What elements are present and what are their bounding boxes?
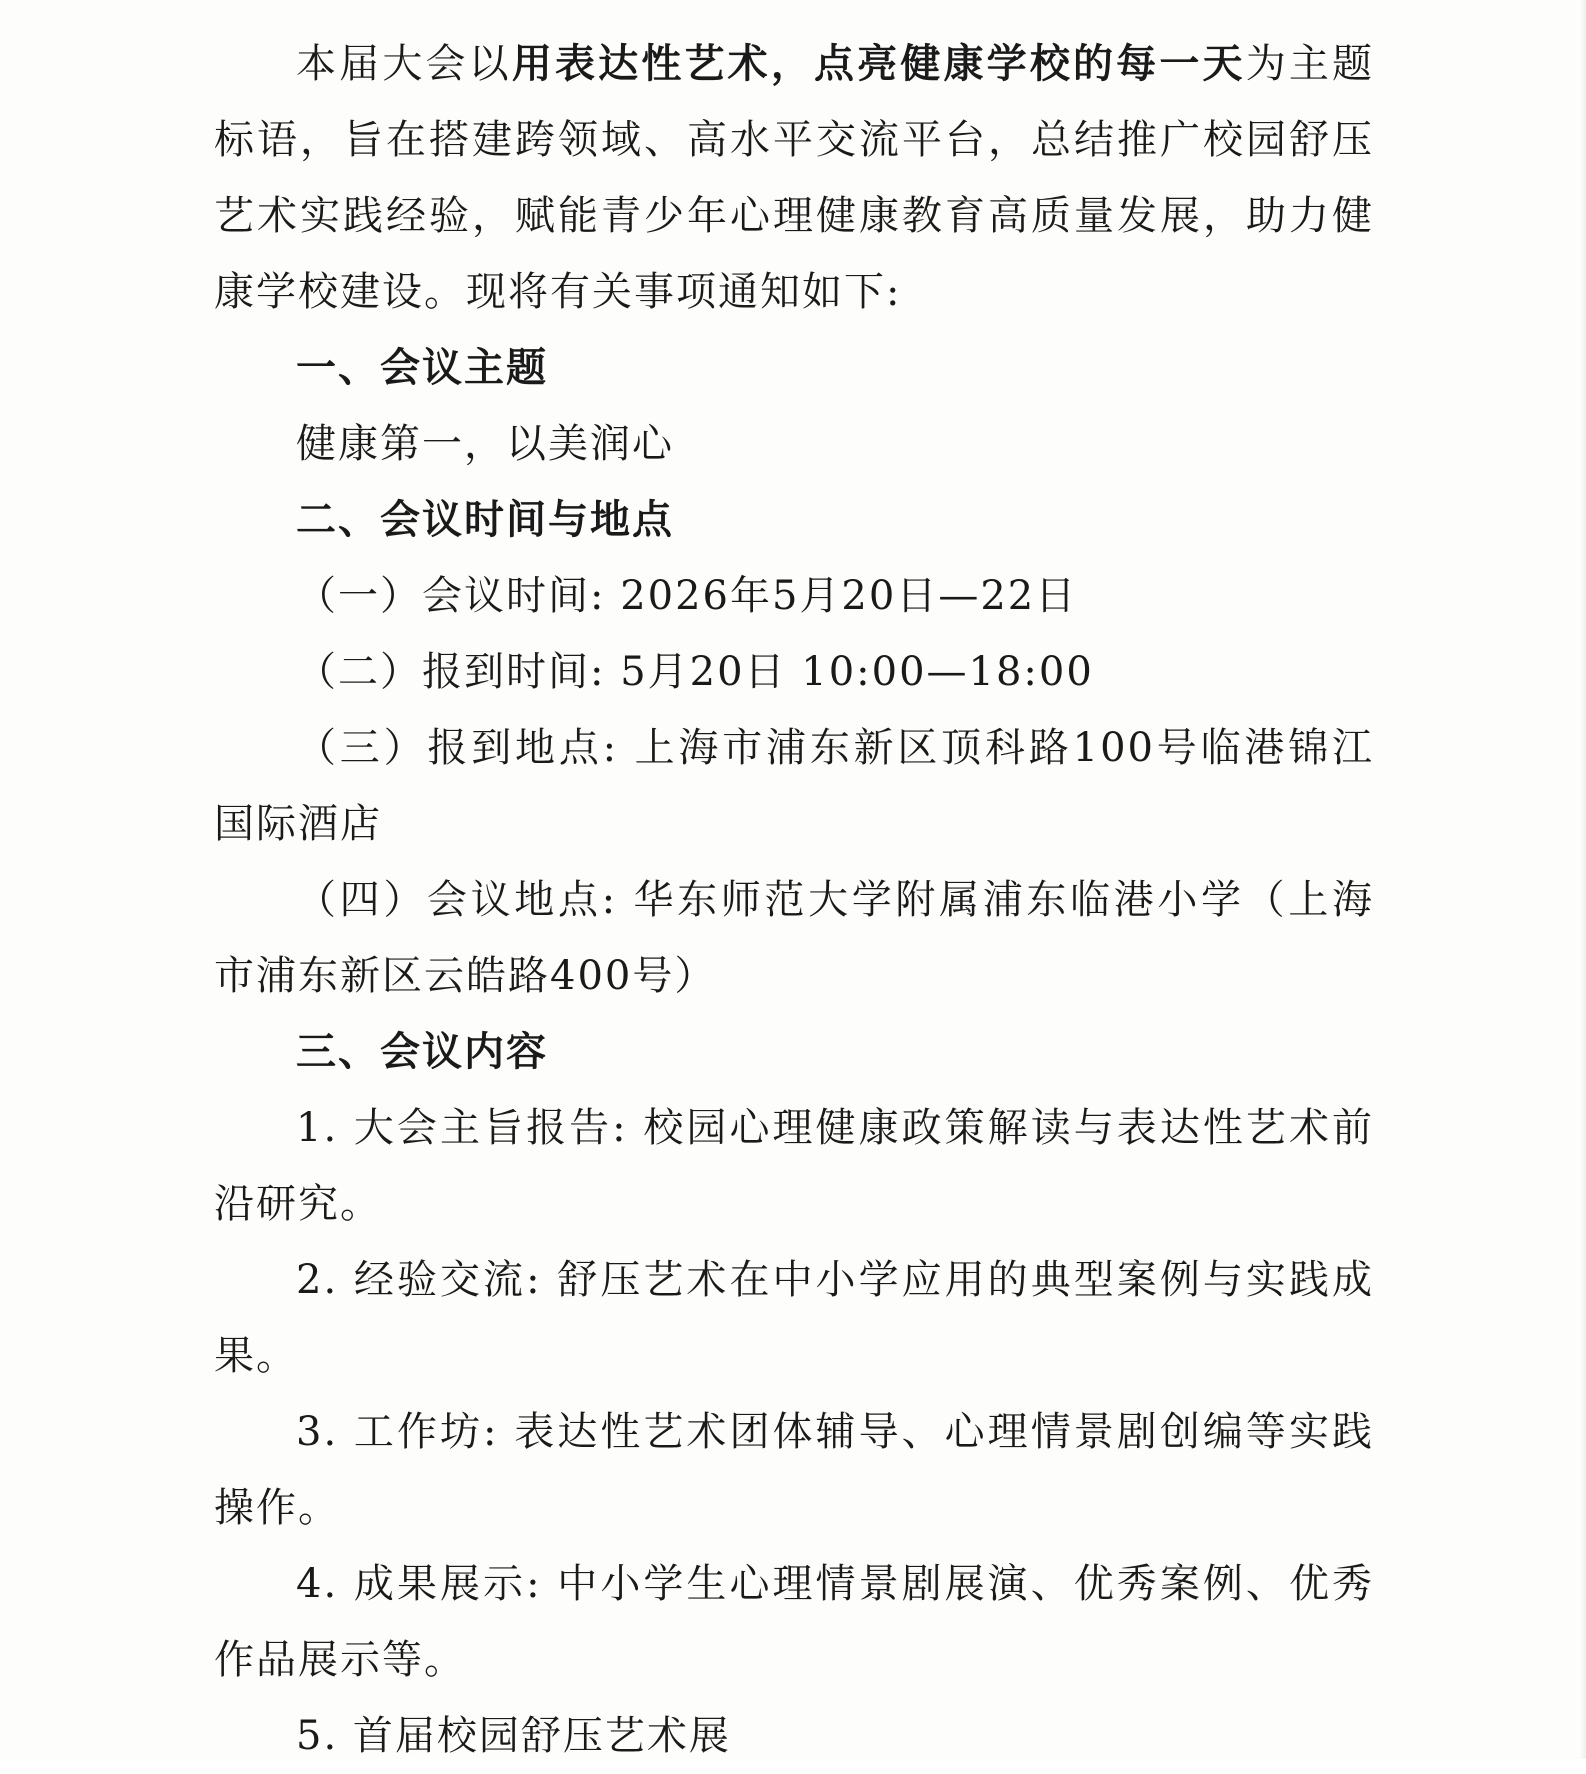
section-2-heading: 二、会议时间与地点 [296,497,674,543]
section-2-item: （二）报到时间: 5月20日 10:00—18:00 [296,649,1094,695]
intro-paragraph [214,26,1374,330]
section-2-item: （四）会议地点: 华东师范大学附属浦东临港小学（上海市浦东新区云皓路400号） [214,877,1374,999]
intro-slogan: 用表达性艺术，点亮健康学校的每一天 [511,41,1246,87]
document-body [214,26,1374,1774]
section-3-item: 4. 成果展示: 中小学生心理情景剧展演、优秀案例、优秀作品展示等。 [214,1561,1374,1683]
intro-prefix: 本届大会以 [296,41,512,87]
section-2-item: （三）报到地点: 上海市浦东新区顶科路100号临港锦江国际酒店 [214,725,1374,847]
section-1-theme: 健康第一，以美润心 [296,421,674,467]
section-2-item: （一）会议时间: 2026年5月20日—22日 [296,573,1078,619]
section-3-item: 1. 大会主旨报告: 校园心理健康政策解读与表达性艺术前沿研究。 [214,1105,1374,1227]
section-1-heading: 一、会议主题 [296,345,548,391]
section-3-item: 3. 工作坊: 表达性艺术团体辅导、心理情景剧创编等实践操作。 [214,1409,1374,1531]
intro-suffix: 为主题标语，旨在搭建跨领域、高水平交流平台，总结推广校园舒压艺术实践经验，赋能青少年心理健康教育高质量发展，助力健康学校建设。现将有关事项通知如下: [214,41,1375,315]
page-edge-shadow [1580,0,1586,1759]
section-3-item: 2. 经验交流: 舒压艺术在中小学应用的典型案例与实践成果。 [214,1257,1374,1379]
section-3-heading: 三、会议内容 [296,1029,548,1075]
section-3-item: 5. 首届校园舒压艺术展 [296,1713,731,1759]
